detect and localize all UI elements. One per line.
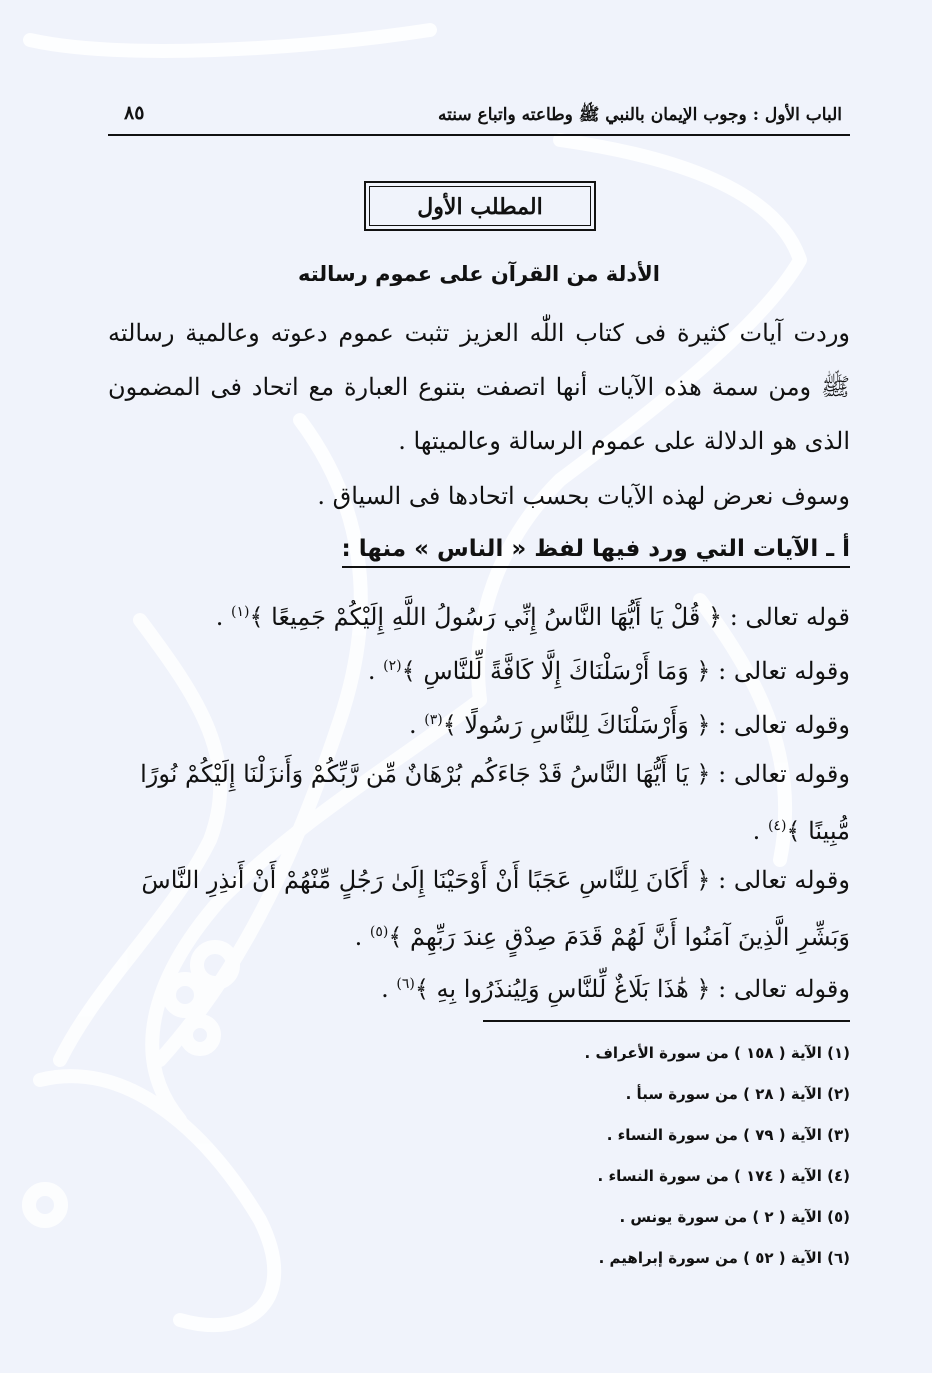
verse-prefix: وقوله تعالى : bbox=[718, 760, 850, 788]
section-title-box bbox=[364, 181, 596, 231]
verse-text: ﴿ وَأَرْسَلْنَاكَ لِلنَّاسِ رَسُولًا ﴾ bbox=[442, 711, 711, 739]
verse-prefix: وقوله تعالى : bbox=[718, 657, 850, 685]
footnote-ref: (٦) bbox=[396, 976, 415, 992]
footnote-divider bbox=[483, 1020, 850, 1022]
verse-prefix: قوله تعالى : bbox=[729, 603, 850, 631]
verse-line bbox=[108, 964, 850, 1009]
footnote-item: (٦) الآية ( ٥٢ ) من سورة إبراهيم . bbox=[598, 1249, 850, 1267]
page-number: ٨٥ bbox=[124, 102, 145, 124]
verse-end: . bbox=[367, 657, 384, 685]
verse-text: ﴿ أَكَانَ لِلنَّاسِ عَجَبًا أَنْ أَوْحَيْنَا إِلَىٰ رَجُلٍ مِّنْهُمْ أَنْ أَنذِرِ النَّاسَ bbox=[141, 866, 711, 894]
verse-line bbox=[108, 860, 850, 900]
footnote-ref: (١) bbox=[231, 604, 250, 620]
intro-paragraph: وردت آيات كثيرة فى كتاب اللّٰه العزيز تثبت عموم دعوته وعالمية رسالته ﷺ ومن سمة هذه الآيات أنها اتصفت بتنوع العبارة مع اتحاد فى المضمون الذى هو الدلالة على عموم الرسالة وعالميتها . bbox=[108, 319, 851, 455]
verse-end: . bbox=[215, 603, 232, 631]
footnote-item: (٣) الآية ( ٧٩ ) من سورة النساء . bbox=[606, 1126, 850, 1144]
footnote-item: (٢) الآية ( ٢٨ ) من سورة سبأ . bbox=[625, 1085, 850, 1103]
verse-text-continued: وَبَشِّرِ الَّذِينَ آمَنُوا أَنَّ لَهُمْ قَدَمَ صِدْقٍ عِندَ رَبِّهِمْ ﴾ bbox=[388, 923, 850, 951]
footnote-item: (٥) الآية ( ٢ ) من سورة يونس . bbox=[619, 1208, 850, 1226]
verse-text: ﴿ قُلْ يَا أَيُّهَا النَّاسُ إِنِّي رَسُولُ اللَّهِ إِلَيْكُمْ جَمِيعًا ﴾ bbox=[249, 603, 723, 631]
verse-line bbox=[108, 592, 850, 637]
footnote-ref: (٥) bbox=[369, 924, 389, 940]
footnote-ref: (٤) bbox=[767, 818, 787, 834]
second-paragraph: وسوف نعرض لهذه الآيات بحسب اتحادها فى السياق . bbox=[317, 482, 850, 510]
verse-prefix: وقوله تعالى : bbox=[718, 711, 850, 739]
verse-end: . bbox=[408, 711, 425, 739]
footnote-item: (٤) الآية ( ١٧٤ ) من سورة النساء . bbox=[597, 1167, 850, 1185]
verse-text: ﴿ هَٰذَا بَلَاغٌ لِّلنَّاسِ وَلِيُنذَرُوا بِهِ ﴾ bbox=[414, 975, 711, 1003]
section-subtitle: الأدلة من القرآن على عموم رسالته bbox=[297, 262, 661, 286]
header-title: الباب الأول : وجوب الإيمان بالنبي ﷺ وطاعته واتباع سنته bbox=[438, 105, 842, 125]
verse-line bbox=[108, 700, 850, 745]
verse-end: . bbox=[354, 923, 370, 951]
footnote-ref: (٣) bbox=[424, 712, 443, 728]
verse-line bbox=[108, 754, 850, 794]
section-title: المطلب الأول bbox=[369, 186, 591, 226]
verse-text: ﴿ وَمَا أَرْسَلْنَاكَ إِلَّا كَافَّةً لِّلنَّاسِ ﴾ bbox=[401, 657, 711, 685]
verse-line-continued bbox=[108, 806, 850, 851]
verse-end: . bbox=[381, 975, 397, 1003]
subsection-heading: أ ـ الآيات التي ورد فيها لفظ « الناس » منها : bbox=[342, 536, 850, 568]
verse-prefix: وقوله تعالى : bbox=[718, 975, 850, 1003]
verse-prefix: وقوله تعالى : bbox=[718, 866, 850, 894]
verse-text-continued: مُّبِينًا ﴾ bbox=[786, 817, 850, 845]
footnote-item: (١) الآية ( ١٥٨ ) من سورة الأعراف . bbox=[584, 1044, 850, 1062]
verse-line-continued bbox=[108, 912, 850, 957]
footnote-ref: (٢) bbox=[383, 658, 402, 674]
verse-line bbox=[108, 646, 850, 691]
verse-text: ﴿ يَا أَيُّهَا النَّاسُ قَدْ جَاءَكُم بُرْهَانٌ مِّن رَّبِّكُمْ وَأَنزَلْنَا إِلَيْكُمْ نُورًا bbox=[140, 760, 711, 788]
verse-end: . bbox=[752, 817, 768, 845]
running-header bbox=[108, 102, 850, 136]
